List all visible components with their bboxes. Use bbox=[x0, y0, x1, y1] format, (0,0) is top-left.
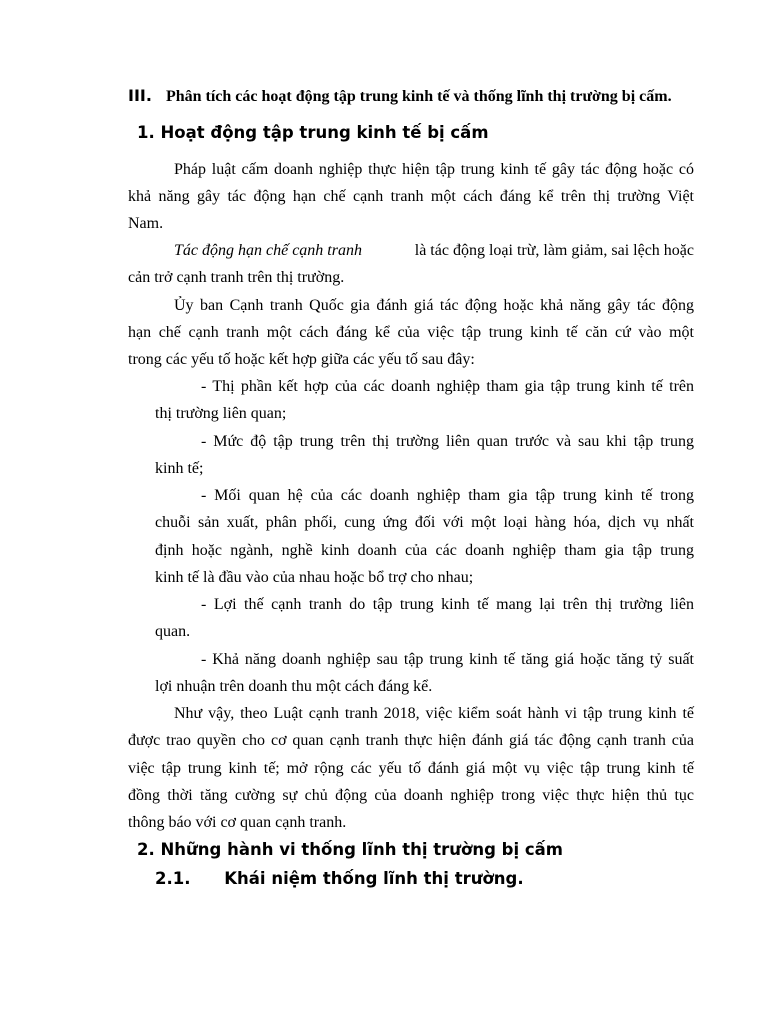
bullet-5-line1: - Khả năng doanh nghiệp sau tập trung kinh tế tăng giá hoặc tăng tỷ suất bbox=[201, 651, 694, 668]
para2-line2: cản trở cạnh tranh trên thị trường. bbox=[128, 269, 345, 286]
para3-line2: hạn chế cạnh tranh một cách đáng kể của việc tập trung kinh tế căn cứ vào một bbox=[128, 324, 694, 341]
bullet-3-line4: kinh tế là đầu vào của nhau hoặc bổ trợ cho nhau; bbox=[155, 569, 474, 586]
bullet-2-line2: kinh tế; bbox=[155, 460, 204, 477]
section-title: Phân tích các hoạt động tập trung kinh tế và thống lĩnh thị trường bị cấm. bbox=[165, 88, 672, 105]
bullet-4-line2: quan. bbox=[155, 623, 191, 640]
bullet-3-line3: định hoặc ngành, nghề kinh doanh của các doanh nghiệp tham gia tập trung bbox=[155, 542, 694, 559]
section-heading bbox=[128, 86, 672, 107]
bullet-5-line2: lợi nhuận trên doanh thu một cách đáng kể. bbox=[155, 678, 433, 695]
para1-line1: Pháp luật cấm doanh nghiệp thực hiện tập trung kinh tế gây tác động hoặc có bbox=[174, 161, 694, 178]
para2-line1 bbox=[174, 241, 694, 261]
heading-1: 1. Hoạt động tập trung kinh tế bị cấm bbox=[137, 123, 489, 142]
para4-line4: đồng thời tăng cường sự chủ động của doanh nghiệp trong việc thực hiện thủ tục bbox=[128, 787, 694, 804]
bullet-2-line1: - Mức độ tập trung trên thị trường liên quan trước và sau khi tập trung bbox=[201, 433, 694, 450]
para3-line1: Ủy ban Cạnh tranh Quốc gia đánh giá tác động hoặc khả năng gây tác động bbox=[174, 297, 694, 314]
para4-line3: việc tập trung kinh tế; mở rộng các yếu tố đánh giá một vụ việc tập trung kinh tế bbox=[128, 760, 694, 777]
para1-line3: Nam. bbox=[128, 215, 164, 232]
bullet-4-line1: - Lợi thế cạnh tranh do tập trung kinh tế mang lại trên thị trường liên bbox=[201, 596, 694, 613]
italic-term: Tác động hạn chế cạnh tranh bbox=[174, 242, 362, 259]
para4-line1: Như vậy, theo Luật cạnh tranh 2018, việc kiểm soát hành vi tập trung kinh tế bbox=[174, 705, 694, 722]
section-numeral: III. bbox=[128, 86, 152, 105]
para3-line3: trong các yếu tố hoặc kết hợp giữa các yếu tố sau đây: bbox=[128, 351, 475, 368]
para4-line5: thông báo với cơ quan cạnh tranh. bbox=[128, 814, 347, 831]
para4-line2: được trao quyền cho cơ quan cạnh tranh thực hiện đánh giá tác động cạnh tranh của bbox=[128, 732, 694, 749]
heading-2-1 bbox=[155, 869, 524, 889]
heading-2-1-title: Khái niệm thống lĩnh thị trường. bbox=[224, 869, 524, 888]
bullet-3-line2: chuỗi sản xuất, phân phối, cung ứng đối với một loại hàng hóa, dịch vụ nhất bbox=[155, 514, 694, 531]
heading-2-1-number: 2.1. bbox=[155, 869, 191, 888]
para2-line1-rest: là tác động loại trừ, làm giảm, sai lệch hoặc bbox=[414, 242, 694, 259]
para1-line2: khả năng gây tác động hạn chế cạnh tranh một cách đáng kể trên thị trường Việt bbox=[128, 188, 694, 205]
bullet-1-line1: - Thị phần kết hợp của các doanh nghiệp tham gia tập trung kinh tế trên bbox=[201, 378, 694, 395]
bullet-1-line2: thị trường liên quan; bbox=[155, 405, 287, 422]
bullet-3-line1: - Mối quan hệ của các doanh nghiệp tham gia tập trung kinh tế trong bbox=[201, 487, 694, 504]
heading-2: 2. Những hành vi thống lĩnh thị trường bị cấm bbox=[137, 840, 563, 859]
